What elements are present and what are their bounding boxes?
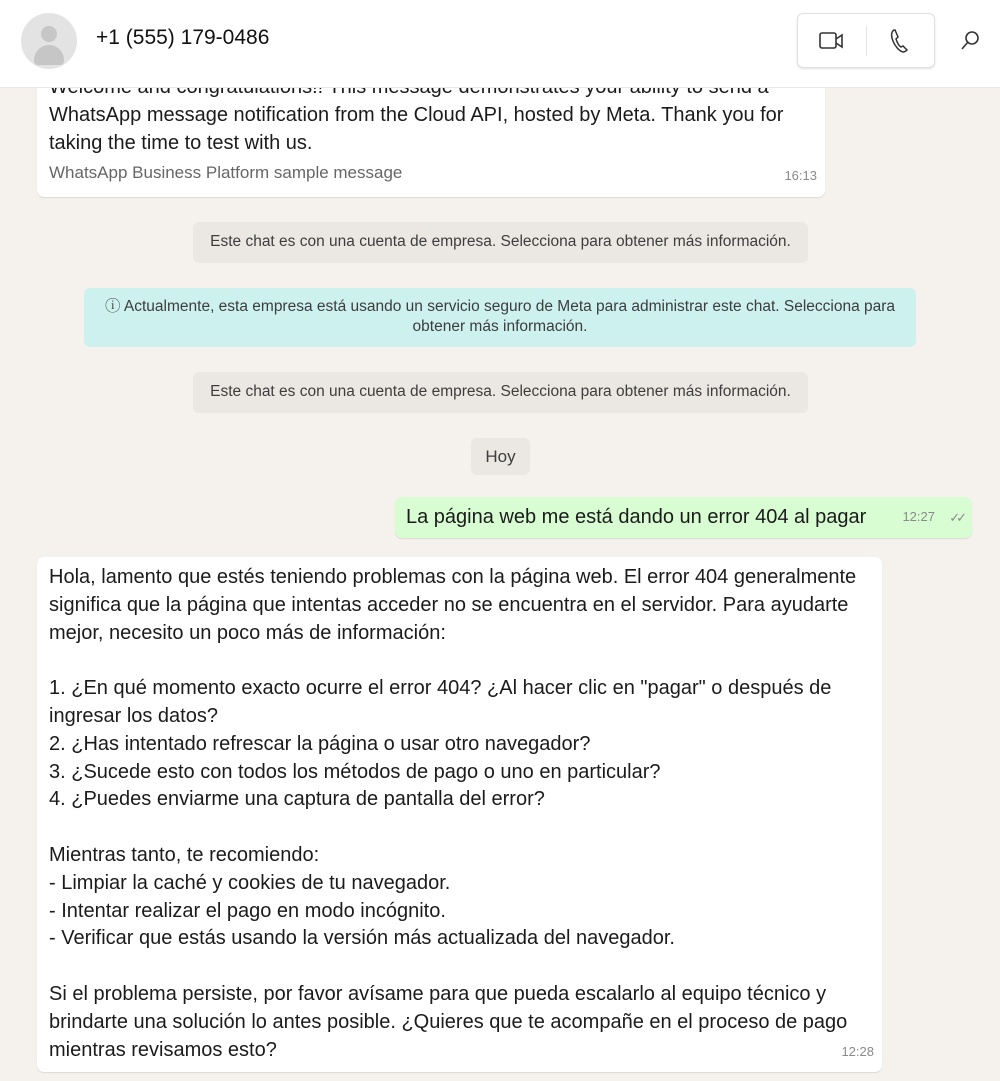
message-text: WhatsApp message notification from the Cloud API, hosted by Meta. Thank you for taking the time to test with us. — [49, 104, 784, 154]
chat-area[interactable] — [0, 88, 1000, 1081]
sent-message[interactable] — [395, 497, 972, 538]
business-account-notice-2[interactable]: Este chat es con una cuenta de empresa. Selecciona para obtener más información. — [193, 372, 808, 413]
search-button[interactable] — [958, 29, 982, 58]
message-text: Hola, lamento que estés teniendo problemas con la página web. El error 404 generalmente significa que la página que intentas acceder no se encuentra en el servidor. Para ayudarte mejor, necesito un poco más de información: 1. ¿En qué momento exacto ocurre el error 404? ¿Al hacer clic en "pagar" o después de ingresar los datos? 2. ¿Has intentado refrescar la página o usar otro navegador? 3. ¿Sucede esto con todos los métodos de pago o uno en particular? 4. ¿Puedes enviarme una captura de pantalla del error? Mientras tanto, te recomiendo: - Limpiar la caché y cookies de tu navegador. - Intentar realizar el pago en modo incógnito. - Verificar que estás usando la versión más actualizada del navegador. Si el problema persiste, por favor avísame para que pueda escalarlo al equipo técnico y brindarte una solución lo antes posible. ¿Quieres que te acompañe en el proceso de pago mientras revisamos esto? — [49, 566, 857, 1061]
meta-service-notice[interactable] — [84, 288, 916, 347]
video-call-button[interactable] — [818, 29, 846, 58]
business-account-notice[interactable]: Este chat es con una cuenta de empresa. Selecciona para obtener más información. — [193, 222, 808, 263]
message-time: 12:27 — [902, 509, 935, 524]
read-checkmarks-icon: ✓✓ — [949, 510, 963, 525]
call-buttons — [797, 13, 935, 68]
chat-header — [0, 0, 1000, 88]
info-icon: ⓘ — [104, 298, 124, 315]
message-footer: WhatsApp Business Platform sample message — [49, 163, 403, 182]
contact-title[interactable]: +1 (555) 179-0486 — [96, 26, 270, 49]
message-time: 16:13 — [784, 168, 817, 183]
voice-call-button[interactable] — [888, 27, 912, 60]
date-divider: Hoy — [471, 438, 530, 475]
message-text: La página web me está dando un error 404 al pagar — [406, 506, 867, 528]
avatar[interactable] — [21, 13, 77, 69]
search-icon — [958, 29, 982, 53]
phone-icon — [888, 27, 912, 55]
reply-message[interactable] — [37, 557, 882, 1072]
message-time: 12:28 — [841, 1044, 874, 1059]
notice-text: Actualmente, esta empresa está usando un servicio seguro de Meta para administrar este chat. Selecciona para obtener más información. — [123, 298, 896, 335]
video-camera-icon — [818, 29, 846, 53]
